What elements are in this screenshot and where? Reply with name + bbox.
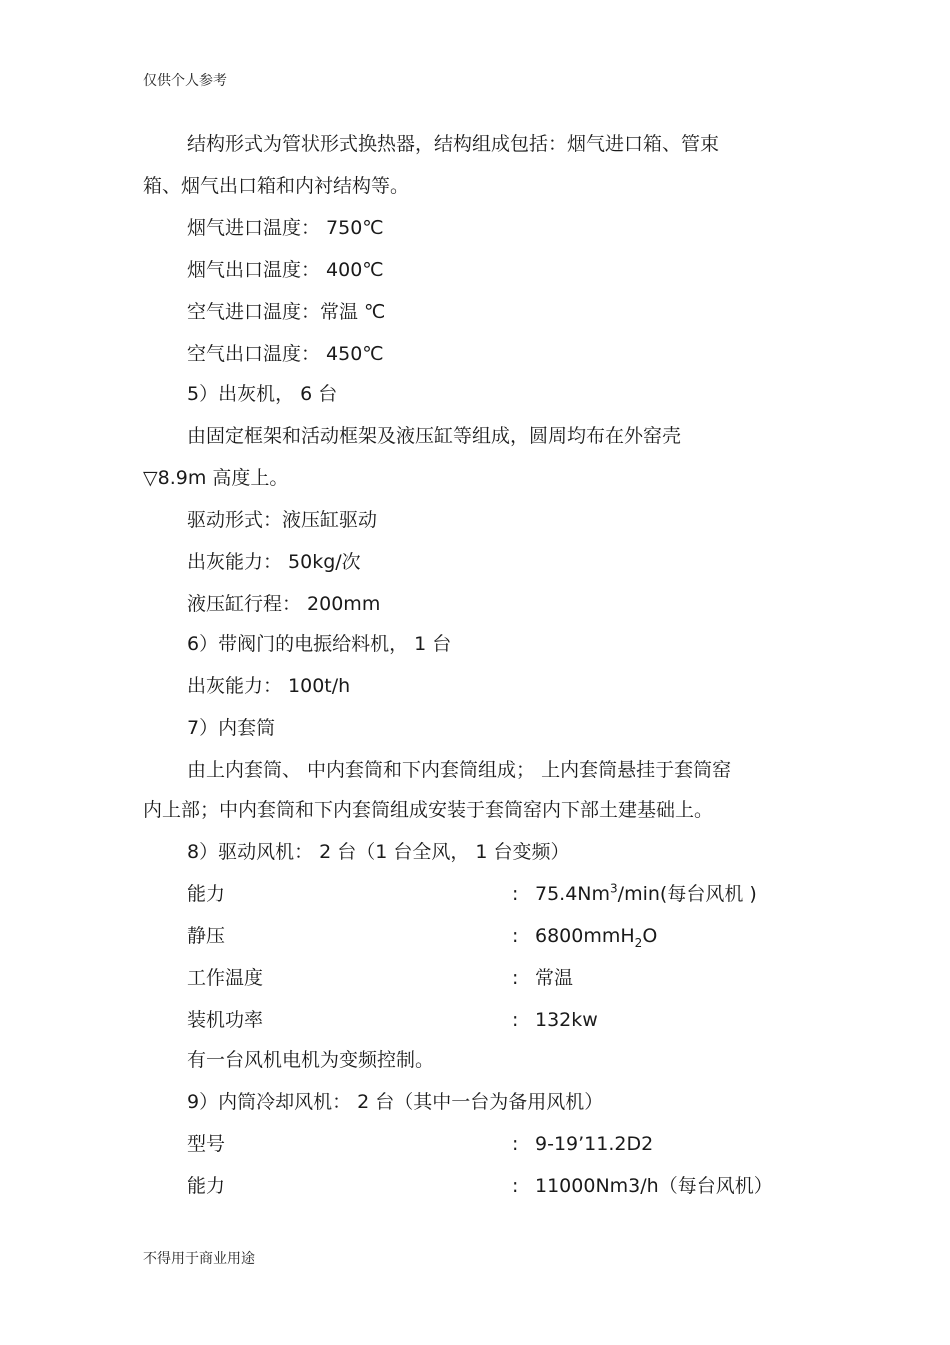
item5-capacity: 出灰能力： 50kg/次: [187, 551, 361, 573]
page-footer: 不得用于商业用途: [143, 1251, 255, 1267]
spec-colon: :: [512, 1133, 519, 1155]
flue-gas-inlet-temp: 烟气进口温度： 750℃: [187, 217, 384, 239]
spec-label: 能力: [187, 883, 226, 905]
spec-value: 9-19’11.2D2: [535, 1133, 654, 1155]
spec-label: 工作温度: [187, 967, 264, 989]
spec-value: 11000Nm3/h（每台风机）: [535, 1175, 773, 1197]
paragraph-line: 箱、烟气出口箱和内衬结构等。: [143, 175, 410, 197]
paragraph-line: 结构形式为管状形式换热器，结构组成包括：烟气进口箱、管束: [187, 133, 720, 155]
air-inlet-temp: 空气进口温度：常温 ℃: [187, 301, 386, 323]
item9-title: 9）内筒冷却风机： 2 台（其中一台为备用风机）: [187, 1091, 604, 1113]
item5-drive: 驱动形式：液压缸驱动: [187, 509, 378, 531]
item6-title: 6）带阀门的电振给料机， 1 台: [187, 633, 452, 655]
item5-stroke: 液压缸行程： 200mm: [187, 593, 381, 615]
flue-gas-outlet-temp: 烟气出口温度： 400℃: [187, 259, 384, 281]
spec-label: 静压: [187, 925, 226, 947]
spec-label: 能力: [187, 1175, 226, 1197]
item5-title: 5）出灰机， 6 台: [187, 383, 338, 405]
item8-note: 有一台风机电机为变频控制。: [187, 1049, 435, 1071]
air-outlet-temp: 空气出口温度： 450℃: [187, 343, 384, 365]
spec-colon: :: [512, 883, 519, 905]
spec-colon: :: [512, 1009, 519, 1031]
item7-desc: 由上内套筒、 中内套筒和下内套筒组成； 上内套筒悬挂于套筒窑: [187, 759, 732, 781]
spec-value: 常温: [535, 967, 574, 989]
spec-value: 75.4Nm$^3$/min(每台风机 ): [535, 881, 757, 905]
item7-title: 7）内套筒: [187, 717, 276, 739]
item7-desc-cont: 内上部；中内套筒和下内套筒组成安装于套筒窑内下部土建基础上。: [143, 799, 714, 821]
item6-capacity: 出灰能力： 100t/h: [187, 675, 351, 697]
item5-desc: 由固定框架和活动框架及液压缸等组成，圆周均布在外窑壳: [187, 425, 682, 447]
spec-colon: :: [512, 967, 519, 989]
item8-title: 8）驱动风机： 2 台（1 台全风， 1 台变频）: [187, 841, 570, 863]
spec-label: 装机功率: [187, 1009, 264, 1031]
spec-colon: :: [512, 925, 519, 947]
spec-value: 6800mmH$_2$O: [535, 925, 658, 950]
page-header: 仅供个人参考: [143, 73, 227, 89]
spec-value: 132kw: [535, 1009, 598, 1031]
spec-label: 型号: [187, 1133, 226, 1155]
spec-colon: :: [512, 1175, 519, 1197]
item5-desc-cont: ▽8.9m 高度上。: [143, 467, 289, 489]
